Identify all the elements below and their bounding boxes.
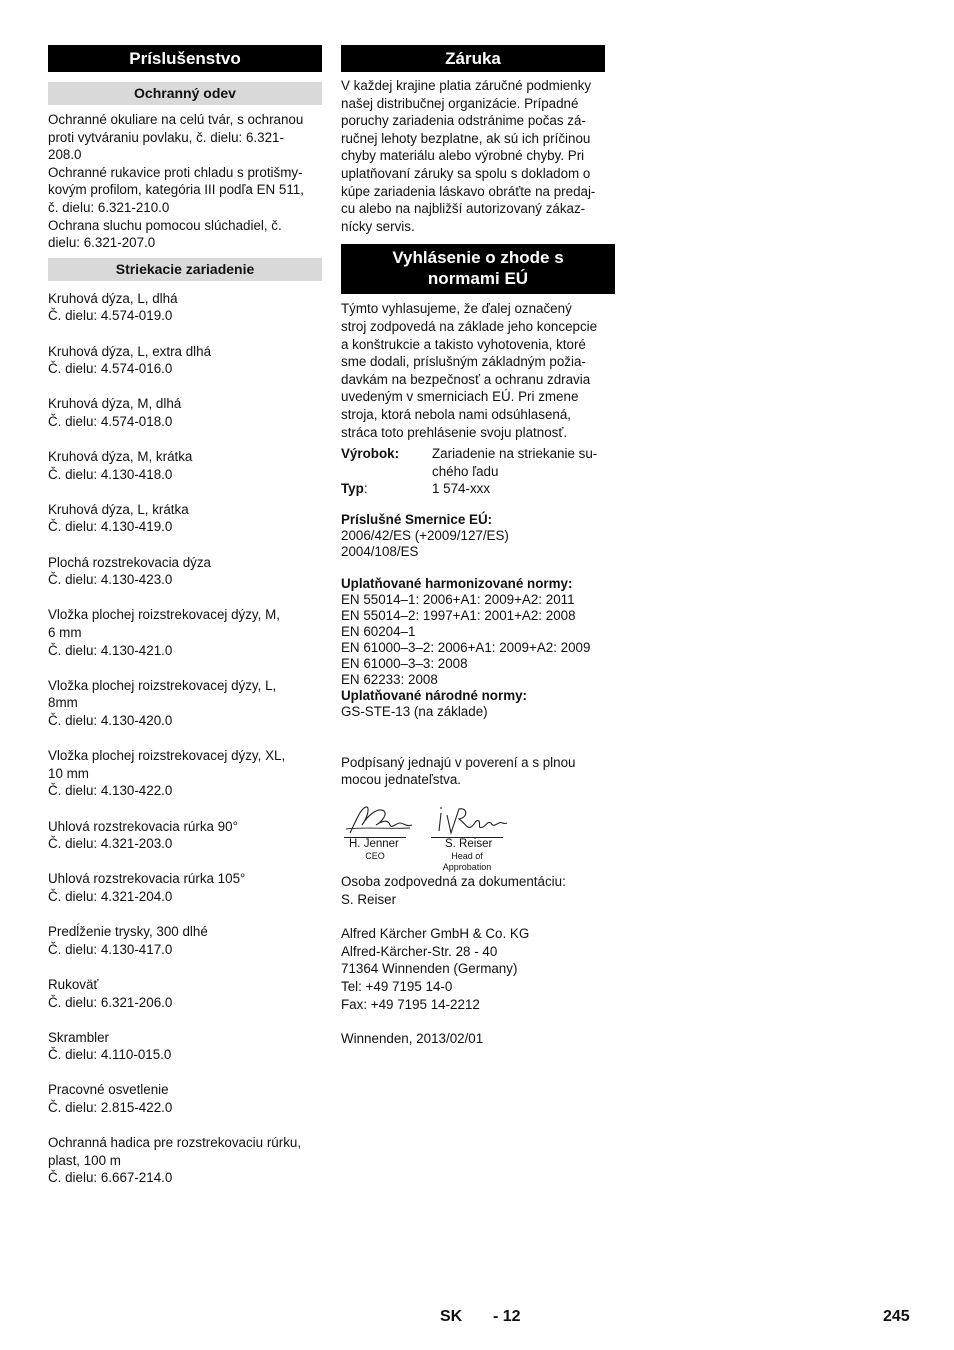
accessories-title: Príslušenstvo xyxy=(48,45,322,72)
signature-jenner-role: CEO xyxy=(365,851,385,862)
directives-label: Príslušné Smernice EÚ: xyxy=(341,511,493,527)
type-colon: : xyxy=(363,481,368,497)
signed-text: Podpísaný jednajú v poverení a s plnou mocou jednateľstva. xyxy=(341,754,576,788)
conformity-text: Týmto vyhlasujeme, že ďalej označený stroj zodpovedá na základe jeho koncepcie a konštrukcie a takisto vyhotovenia, ktoré sme dodali, príslušným základným požia- davkám na bezpečnosť a ochranu zdravia uvedeným v smerniciach EÚ. Pri zmene stroja, ktorá nebola nami odsúhlasená, stráca toto prehlásenie svoju platnosť. xyxy=(341,301,598,440)
product-row xyxy=(341,445,615,480)
list-item: Kruhová dýza, M, dlhá Č. dielu: 4.574-018.0 xyxy=(48,396,182,429)
signatures xyxy=(341,803,615,873)
place-date: Winnenden, 2013/02/01 xyxy=(341,1031,484,1047)
list-item: Predĺženie trysky, 300 dlhé Č. dielu: 4.130-417.0 xyxy=(48,924,208,957)
signature-jenner-name: H. Jenner xyxy=(344,837,406,851)
type-row xyxy=(341,480,615,498)
product-label: Výrobok: xyxy=(341,446,400,462)
list-item: Rukoväť Č. dielu: 6.321-206.0 xyxy=(48,976,173,1010)
signature-jenner-icon xyxy=(344,803,416,837)
list-item: Uhlová rozstrekovacia rúrka 90° Č. dielu: 4.321-203.0 xyxy=(48,818,238,852)
list-item: Vložka plochej roizstrekovacej dýzy, XL, 10 mm Č. dielu: 4.130-422.0 xyxy=(48,748,286,799)
list-item: Kruhová dýza, M, krátka Č. dielu: 4.130-418.0 xyxy=(48,449,193,482)
harmonized-label: Uplatňované harmonizované normy: xyxy=(341,575,573,591)
signature-reiser-name: S. Reiser xyxy=(431,837,503,851)
protective-clothing-heading: Ochranný odev xyxy=(48,82,322,105)
conformity-title-line2: normami EÚ xyxy=(427,269,529,289)
documentation-person: Osoba zodpovedná za dokumentáciu: S. Reiser xyxy=(341,874,566,907)
footer-language: SK xyxy=(440,1308,463,1325)
warranty-column xyxy=(341,45,615,1048)
conformity-title xyxy=(341,244,615,294)
spraying-equipment-heading: Striekacie zariadenie xyxy=(48,258,322,281)
warranty-title: Záruka xyxy=(341,45,605,72)
signature-reiser xyxy=(431,803,511,873)
national-text: GS-STE-13 (na základe) xyxy=(341,703,488,719)
harmonized-text: EN 55014–1: 2006+A1: 2009+A2: 2011 EN 55014–2: 1997+A1: 2001+A2: 2008 EN 60204–1 EN 61000–3–2: 2006+A1: 2009+A2: 2009 EN 61000–3–3: 2008 EN 62233: 2008 xyxy=(341,591,591,687)
list-item: Kruhová dýza, L, krátka Č. dielu: 4.130-419.0 xyxy=(48,501,189,535)
type-label: Typ xyxy=(341,481,364,497)
footer-page-number: 245 xyxy=(883,1308,910,1325)
footer-local-page: - 12 xyxy=(493,1308,521,1325)
warranty-text: V každej krajine platia záručné podmienky našej distribučnej organizácie. Prípadné poruchy zariadenia odstránime počas zá- ručnej lehoty bezplatne, ak sú ich príčinou chyby materiálu alebo výrobné chyby. Pri uplatňovaní záruky sa spolu s dokladom o kúpe zariadenia láskavo obráťte na predaj- cu alebo na najbližší autorizovaný zákaz- nícky servis. xyxy=(341,78,596,234)
signature-jenner xyxy=(344,803,416,862)
company-address: Alfred Kärcher GmbH & Co. KG Alfred-Kärcher-Str. 28 - 40 71364 Winnenden (Germany) Tel: +49 7195 14-0 Fax: +49 7195 14-2212 xyxy=(341,926,530,1012)
product-spec xyxy=(341,445,615,498)
list-item: Vložka plochej roizstrekovacej dýzy, L, 8mm Č. dielu: 4.130-420.0 xyxy=(48,677,277,728)
conformity-title-line1: Vyhlásenie o zhode s xyxy=(392,248,564,268)
list-item: Kruhová dýza, L, extra dlhá Č. dielu: 4.574-016.0 xyxy=(48,343,212,377)
list-item: Kruhová dýza, L, dlhá Č. dielu: 4.574-019.0 xyxy=(48,290,178,324)
list-item: Vložka plochej roizstrekovacej dýzy, M, 6 mm Č. dielu: 4.130-421.0 xyxy=(48,607,280,658)
list-item: Ochranná hadica pre rozstrekovaciu rúrku, plast, 100 m Č. dielu: 6.667-214.0 xyxy=(48,1135,302,1186)
directives-block xyxy=(341,512,615,560)
harmonized-block xyxy=(341,576,615,720)
type-label-wrap xyxy=(341,480,432,498)
list-item: Plochá rozstrekovacia dýza Č. dielu: 4.130-423.0 xyxy=(48,554,211,588)
protective-clothing-text: Ochranné okuliare na celú tvár, s ochranou proti vytváraniu povlaku, č. dielu: 6.321- 208.0 Ochranné rukavice proti chladu s protišmy- kovým profilom, kategória III podľa EN 511, č. dielu: 6.321-210.0 Ochrana sluchu pomocou slúchadiel, č. dielu: 6.321-207.0 xyxy=(48,112,304,251)
accessories-column xyxy=(48,45,322,1187)
list-item: Pracovné osvetlenie Č. dielu: 2.815-422.0 xyxy=(48,1082,173,1116)
product-value: Zariadenie na striekanie su- chého ľadu xyxy=(432,446,598,479)
signature-reiser-role: Head of Approbation xyxy=(442,851,492,873)
national-label: Uplatňované národné normy: xyxy=(341,687,528,703)
list-item: Uhlová rozstrekovacia rúrka 105° Č. dielu: 4.321-204.0 xyxy=(48,871,246,904)
type-value: 1 574-xxx xyxy=(432,481,491,497)
signature-reiser-icon xyxy=(431,803,511,837)
spraying-equipment-list xyxy=(48,290,322,1187)
list-item: Skrambler Č. dielu: 4.110-015.0 xyxy=(48,1029,172,1063)
directives-text: 2006/42/ES (+2009/127/ES) 2004/108/ES xyxy=(341,527,509,559)
